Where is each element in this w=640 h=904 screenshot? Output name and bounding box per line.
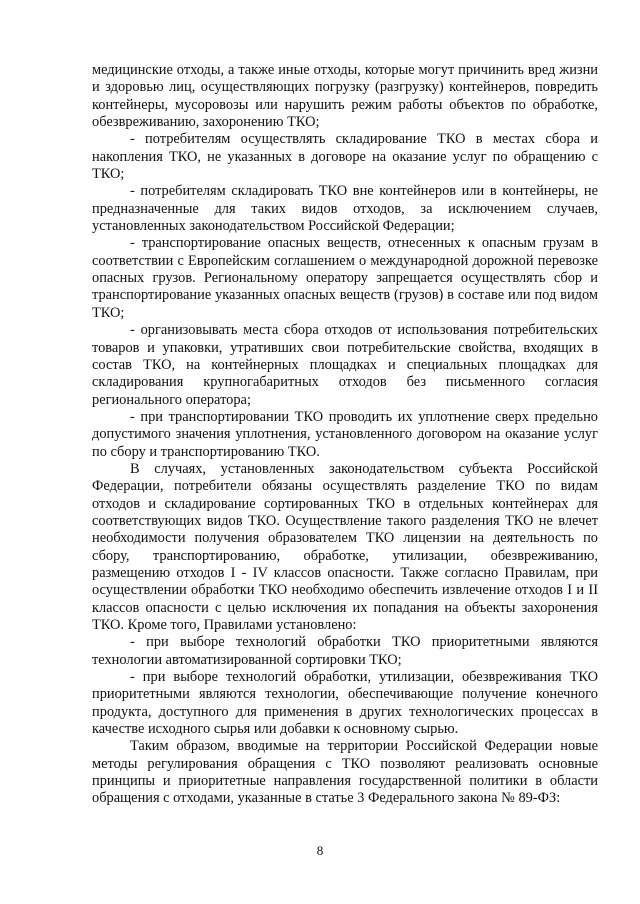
paragraph-conclusion: Таким образом, вводимые на территории Российской Федерации новые методы регулирования обращения с ТКО позволяют реализовать основные принципы и приоритетные направления государственной политики в области обращения с отходами, указанные в статье 3 Федерального закона № 89-ФЗ:: [92, 738, 598, 807]
list-item-storage-locations: - потребителям осуществлять складирование ТКО в местах сбора и накопления ТКО, не указанных в договоре на оказание услуг по обращению с ТКО;: [92, 131, 598, 183]
list-item-storage-outside-containers: - потребителям складировать ТКО вне контейнеров или в контейнеры, не предназначенные для таких видов отходов, за исключением случаев, установленных законодательством Российской Федерации;: [92, 183, 598, 235]
document-page: [92, 62, 598, 808]
page-number: 8: [316, 843, 324, 858]
list-item-collection-places: - организовывать места сбора отходов от использования потребительских товаров и упаковки, утративших свои потребительские свойства, входящих в состав ТКО, на контейнерных площадках и специальных площадках для складирования крупногабаритных отходов без письменного согласия регионального оператора;: [92, 322, 598, 408]
list-item-processing-technology: - при выборе технологий обработки, утилизации, обезвреживания ТКО приоритетными являются технологии, обеспечивающие получение конечного продукта, доступного для применения в других технологических процессах в качестве исходного сырья или добавки к основному сырью.: [92, 669, 598, 738]
list-item-dangerous-goods: - транспортирование опасных веществ, отнесенных к опасным грузам в соответствии с Европейским соглашением о международной дорожной перевозке опасных грузов. Региональному оператору запрещается осуществлять сбор и транспортирование указанных опасных веществ (грузов) в составе или под видом ТКО;: [92, 235, 598, 321]
paragraph-separation: В случаях, установленных законодательством субъекта Российской Федерации, потребители обязаны осуществлять разделение ТКО по видам отходов и складирование сортированных ТКО в отдельных контейнерах для соответствующих видов ТКО. Осуществление такого разделения ТКО не влечет необходимости получения образователем ТКО лицензии на деятельность по сбору, транспортированию, обработке, утилизации, обезвреживанию, размещению отходов I - IV классов опасности. Также согласно Правилам, при осуществлении обработки ТКО необходимо обеспечить извлечение отходов I и II классов опасности с целью исключения их попадания на объекты захоронения ТКО. Кроме того, Правилами установлено:: [92, 460, 598, 633]
list-item-compaction: - при транспортировании ТКО проводить их уплотнение сверх предельно допустимого значения уплотнения, установленного договором на оказание услуг по сбору и транспортированию ТКО.: [92, 408, 598, 460]
paragraph-continuation: медицинские отходы, а также иные отходы, которые могут причинить вред жизни и здоровью лиц, осуществляющих погрузку (разгрузку) контейнеров, повредить контейнеры, мусоровозы или нарушить режим работы объектов по обработке, обезвреживанию, захоронению ТКО;: [92, 62, 598, 131]
list-item-sorting-technology: - при выборе технологий обработки ТКО приоритетными являются технологии автоматизированной сортировки ТКО;: [92, 634, 598, 668]
